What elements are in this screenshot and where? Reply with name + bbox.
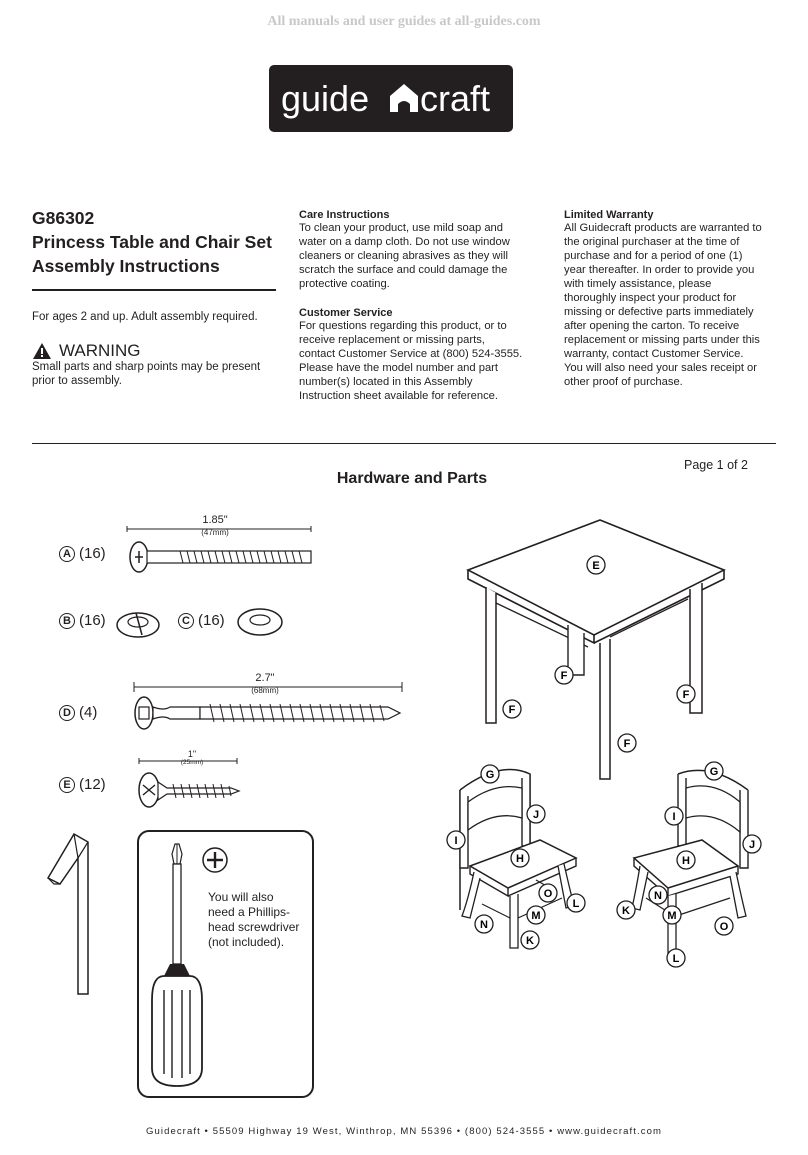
part-c-label [178,612,225,629]
table-drawing [460,515,735,785]
svg-text:F: F [560,670,568,682]
label-j [743,835,761,853]
warranty-line: thoroughly inspect your product for [564,292,737,304]
care-line: scratch the surface and could damage the [299,264,508,276]
part-d-dimension: 2.7" [255,672,275,684]
screwdriver-icon [150,840,210,1095]
label-f-leg [503,700,521,718]
hardware-title: Hardware and Parts [336,470,488,487]
note-line: You will also [208,890,274,904]
svg-text:I: I [454,835,458,847]
screwdriver-note [208,890,313,950]
svg-text:G: G [485,769,495,781]
warranty-line: missing or defective parts immediately [564,306,754,318]
label-k [617,901,635,919]
label-h [511,849,529,867]
watermark: All manuals and user guides at all-guides.com [267,14,541,29]
warning-line: Small parts and sharp points may be present [32,361,261,373]
label-j [527,805,545,823]
part-letter-c: C [178,613,194,629]
warranty-line: All Guidecraft products are warranted to [564,222,762,234]
svg-text:E: E [592,560,600,572]
label-f-leg [555,666,573,684]
care-title: Care Instructions [299,209,390,221]
warning-heading [33,341,141,361]
title-divider [32,289,276,291]
warranty-line: purchase and for a period of one (1) [564,250,743,262]
svg-text:N: N [480,919,488,931]
care-line: protective coating. [299,278,390,290]
chair-right-drawing [610,760,780,972]
warning-line: prior to assembly. [32,375,122,387]
part-e-quantity: (12) [79,776,106,793]
label-g [705,762,723,780]
label-g [481,765,499,783]
model-number: G86302 [32,208,95,228]
bolt-a-drawing [125,520,320,575]
service-line: Instruction sheet available for reference. [299,390,498,402]
warranty-line: after opening the carton. To receive [564,320,740,332]
warranty-body [564,221,784,389]
service-line: Please have the model number and part [299,362,499,374]
warning-text [32,360,277,388]
document-title [32,206,272,278]
svg-text:H: H [682,855,690,867]
part-letter-e: E [59,777,75,793]
part-d-label [59,704,97,721]
label-o [539,884,557,902]
svg-text:F: F [508,704,516,716]
logo-text-left: guide [281,78,370,119]
warranty-title: Limited Warranty [564,209,654,221]
warranty-line: year thereafter. In order to provide you [564,264,755,276]
service-title: Customer Service [299,307,393,319]
screw-e-drawing [135,756,245,811]
part-c-quantity: (16) [198,612,225,629]
svg-text:L: L [572,898,580,910]
part-letter-d: D [59,705,75,721]
label-f-leg [677,685,695,703]
label-i [447,831,465,849]
svg-text:O: O [543,888,553,900]
svg-text:J: J [748,839,756,851]
care-line: To clean your product, use mild soap and [299,222,503,234]
label-m [527,906,545,924]
service-section [299,307,544,403]
split-washer-b-drawing [114,605,164,641]
flat-washer-c-drawing [236,604,286,640]
care-body [299,221,544,291]
age-note: For ages 2 and up. Adult assembly required. [32,311,258,323]
warranty-line: replacement or missing parts under this [564,334,760,346]
screw-d-drawing [130,678,410,738]
label-l [667,949,685,967]
care-line: cleaners or cleaning abrasives as they will [299,250,508,262]
warranty-section [564,209,784,389]
svg-text:L: L [672,953,680,965]
svg-text:M: M [531,910,541,922]
svg-text:K: K [526,935,534,947]
label-k [521,931,539,949]
allen-wrench-drawing [44,828,94,1000]
house-icon [390,84,418,112]
page-number: Page 1 of 2 [684,458,748,472]
service-line: receive replacement or missing parts, [299,334,485,346]
part-e-dimension-mm: (25mm) [180,759,204,766]
chair-left-drawing [440,760,600,960]
note-line: (not included). [208,935,285,949]
care-line: water on a damp cloth. Do not use window [299,236,510,248]
section-divider [32,443,776,444]
warning-icon [33,343,51,359]
svg-text:G: G [709,766,719,778]
part-a-quantity: (16) [79,545,106,562]
svg-text:N: N [654,890,662,902]
svg-text:M: M [667,910,677,922]
warranty-line: warranty, contact Customer Service. [564,348,744,360]
service-line: For questions regarding this product, or to [299,320,507,332]
label-e-table [587,556,605,574]
part-a-dimension-mm: (47mm) [201,528,229,537]
part-b-label [59,612,106,629]
label-i [665,807,683,825]
footer-contact: Guidecraft • 55509 Highway 19 West, Winthrop, MN 55396 • (800) 524-3555 • www.guidecraft.com [145,1126,662,1137]
warranty-line: the original purchaser at the time of [564,236,740,248]
svg-text:F: F [682,689,690,701]
part-a-label [59,545,106,562]
logo-text-right: craft [420,78,491,119]
label-o [715,917,733,935]
warning-title: WARNING [59,341,141,360]
svg-text:I: I [672,811,676,823]
title-line-2: Assembly Instructions [32,256,220,276]
part-b-quantity: (16) [79,612,106,629]
label-n [649,886,667,904]
care-section [299,209,544,291]
label-m [663,906,681,924]
service-body [299,319,544,403]
part-d-quantity: (4) [79,704,98,721]
label-h [677,851,695,869]
svg-text:O: O [719,921,729,933]
guidecraft-logo [269,65,513,132]
svg-text:F: F [623,738,631,750]
note-line: need a Phillips- [208,905,291,919]
svg-text:J: J [532,809,540,821]
part-letter-a: A [59,546,75,562]
note-line: head screwdriver [208,920,300,934]
service-line: number(s) located in this Assembly [299,376,473,388]
warranty-line: with timely assistance, please [564,278,712,290]
label-l [567,894,585,912]
title-line-1: Princess Table and Chair Set [32,232,272,252]
service-line: contact Customer Service at (800) 524-3555. [299,348,523,360]
part-e-label [59,776,106,793]
part-e-dimension: 1" [187,749,197,759]
part-d-dimension-mm: (68mm) [251,686,279,695]
label-f-leg [618,734,636,752]
warranty-line: You will also need your sales receipt or [564,362,757,374]
label-n [475,915,493,933]
warranty-line: other proof of purchase. [564,376,683,388]
part-letter-b: B [59,613,75,629]
svg-text:H: H [516,853,524,865]
svg-text:K: K [622,905,630,917]
part-a-dimension: 1.85" [202,514,228,526]
